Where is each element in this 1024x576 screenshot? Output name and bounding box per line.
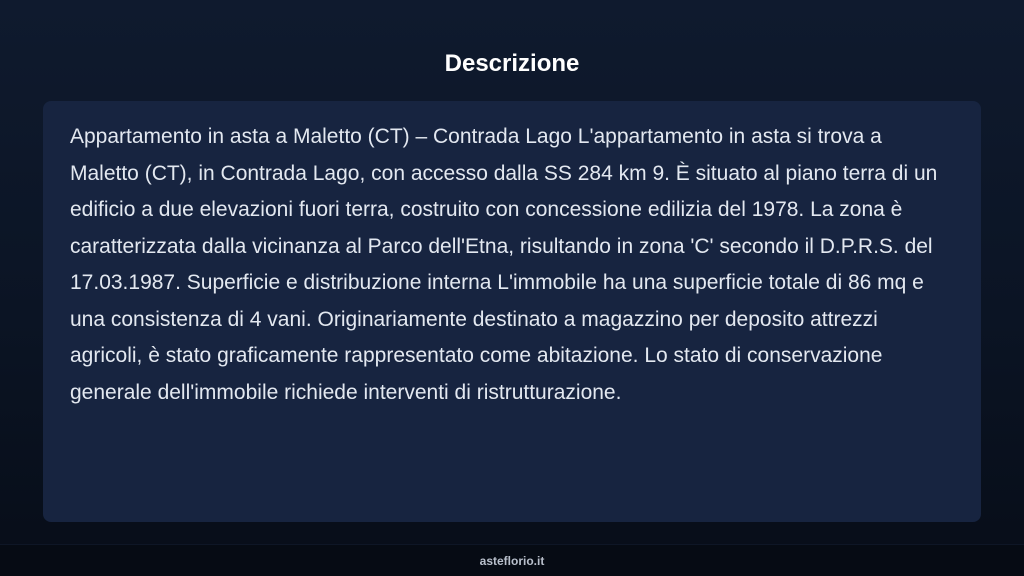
footer-brand: asteflorio.it (479, 553, 545, 568)
description-text: Appartamento in asta a Maletto (CT) – Contrada Lago L'appartamento in asta si trova a Maletto (CT), in Contrada Lago, con accesso dalla SS 284 km 9. È situato al piano terra di un edificio a due elevazioni fuori terra, costruito con concessione edilizia del 1978. La zona è caratterizzata dalla vicinanza al Parco dell'Etna, risultando in zona 'C' secondo il D.P.R.S. del 17.03.1987. Superficie e distribuzione interna L'immobile ha una superficie totale di 86 mq e una consistenza di 4 vani. Originariamente destinato a magazzino per deposito attrezzi agricoli, è stato graficamente rappresentato come abitazione. Lo stato di conservazione generale dell'immobile richiede interventi di ristrutturazione. (70, 125, 938, 404)
description-card (43, 101, 981, 522)
footer (0, 544, 1024, 576)
page-title: Descrizione (444, 50, 580, 77)
